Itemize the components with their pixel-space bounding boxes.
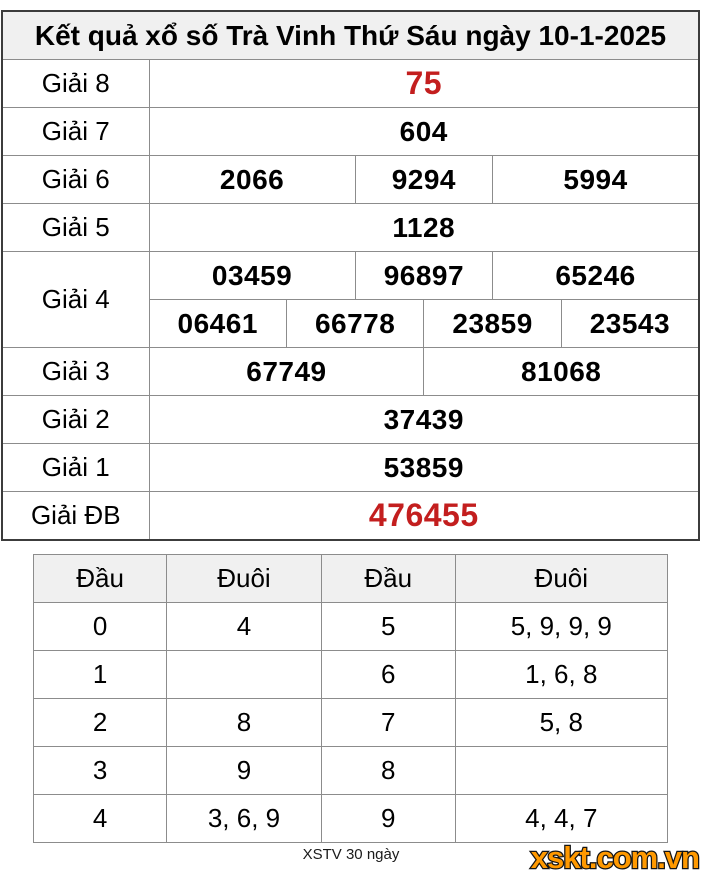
- prize-number-g6-1: 2066: [149, 156, 355, 204]
- tail-numbers-cell: 8: [167, 699, 322, 747]
- head-digit-cell: 9: [321, 795, 455, 843]
- prize-number-g3-2: 81068: [424, 348, 699, 396]
- prize-number-g4-5: 66778: [286, 300, 423, 348]
- prize-label-g7: Giải 7: [2, 108, 149, 156]
- tail-numbers-cell: 1, 6, 8: [455, 651, 667, 699]
- tail-col-header-1: Đuôi: [167, 555, 322, 603]
- prize-label-g8: Giải 8: [2, 60, 149, 108]
- prize-row-7: [2, 108, 699, 156]
- head-digit-cell: 8: [321, 747, 455, 795]
- prize-number-g5: 1128: [149, 204, 699, 252]
- prize-number-g6-3: 5994: [493, 156, 699, 204]
- tail-numbers-cell: 9: [167, 747, 322, 795]
- prize-row-4a: [2, 252, 699, 300]
- tail-numbers-cell: 5, 8: [455, 699, 667, 747]
- prize-number-g1: 53859: [149, 444, 699, 492]
- results-table: [1, 10, 700, 541]
- prize-number-g3-1: 67749: [149, 348, 424, 396]
- prize-label-g3: Giải 3: [2, 348, 149, 396]
- tail-numbers-cell: [455, 747, 667, 795]
- head-digit-cell: 3: [34, 747, 167, 795]
- head-tail-row: [34, 747, 668, 795]
- tail-numbers-cell: 4, 4, 7: [455, 795, 667, 843]
- head-tail-row: [34, 699, 668, 747]
- prize-number-g4-6: 23859: [424, 300, 561, 348]
- prize-label-g4: Giải 4: [2, 252, 149, 348]
- prize-number-g6-2: 9294: [355, 156, 492, 204]
- head-tail-row: [34, 795, 668, 843]
- prize-number-g8: 75: [149, 60, 699, 108]
- prize-number-g4-1: 03459: [149, 252, 355, 300]
- tail-numbers-cell: 3, 6, 9: [167, 795, 322, 843]
- head-digit-cell: 2: [34, 699, 167, 747]
- head-digit-cell: 5: [321, 603, 455, 651]
- prize-number-g4-7: 23543: [561, 300, 699, 348]
- head-col-header-1: Đầu: [34, 555, 167, 603]
- prize-label-gdb: Giải ĐB: [2, 492, 149, 541]
- title-row: [2, 11, 699, 60]
- prize-number-g7: 604: [149, 108, 699, 156]
- tail-numbers-cell: 4: [167, 603, 322, 651]
- head-digit-cell: 4: [34, 795, 167, 843]
- head-tail-table: [33, 554, 668, 843]
- prize-label-g1: Giải 1: [2, 444, 149, 492]
- head-digit-cell: 0: [34, 603, 167, 651]
- prize-row-3: [2, 348, 699, 396]
- head-tail-row: [34, 603, 668, 651]
- head-digit-cell: 7: [321, 699, 455, 747]
- head-digit-cell: 1: [34, 651, 167, 699]
- tail-col-header-2: Đuôi: [455, 555, 667, 603]
- head-tail-header-row: [34, 555, 668, 603]
- history-link[interactable]: XSTV 30 ngày: [302, 846, 400, 863]
- prize-row-2: [2, 396, 699, 444]
- prize-number-g4-4: 06461: [149, 300, 286, 348]
- prize-row-6: [2, 156, 699, 204]
- head-tail-row: [34, 651, 668, 699]
- prize-label-g6: Giải 6: [2, 156, 149, 204]
- prize-label-g2: Giải 2: [2, 396, 149, 444]
- tail-numbers-cell: 5, 9, 9, 9: [455, 603, 667, 651]
- prize-number-g4-3: 65246: [493, 252, 699, 300]
- head-col-header-2: Đầu: [321, 555, 455, 603]
- tail-numbers-cell: [167, 651, 322, 699]
- prize-row-5: [2, 204, 699, 252]
- prize-row-db: [2, 492, 699, 541]
- head-digit-cell: 6: [321, 651, 455, 699]
- prize-number-g4-2: 96897: [355, 252, 492, 300]
- prize-row-1: [2, 444, 699, 492]
- prize-row-8: [2, 60, 699, 108]
- page-title: Kết quả xổ số Trà Vinh Thứ Sáu ngày 10-1-2025: [2, 11, 699, 60]
- prize-number-gdb: 476455: [149, 492, 699, 541]
- site-logo[interactable]: xskt.com.vn: [530, 840, 699, 875]
- prize-label-g5: Giải 5: [2, 204, 149, 252]
- prize-number-g2: 37439: [149, 396, 699, 444]
